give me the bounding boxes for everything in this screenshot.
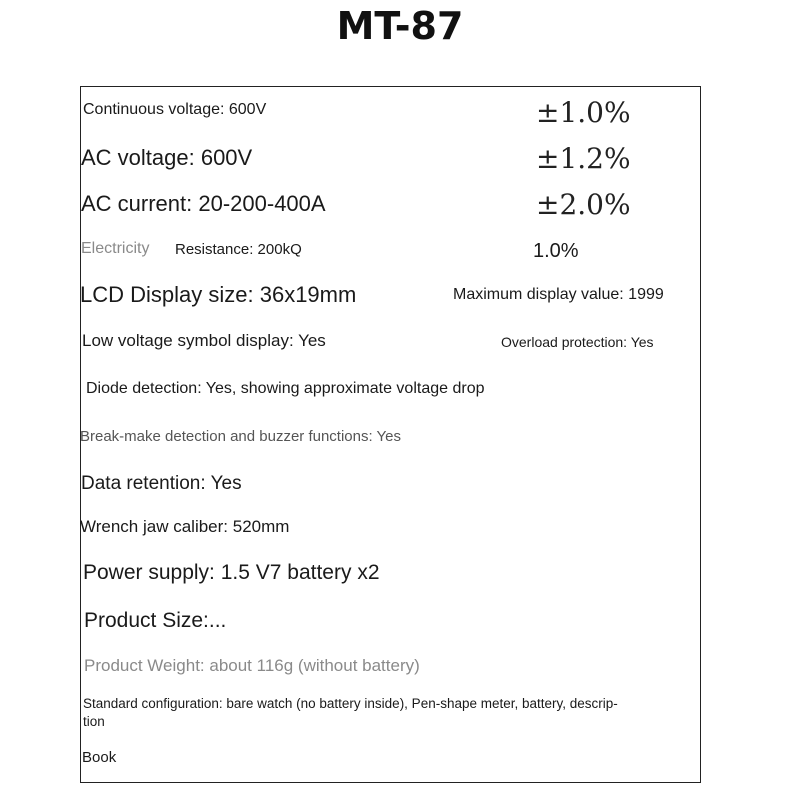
overload-spec: Overload protection: Yes: [501, 334, 654, 350]
ac-current-spec: AC current: 20-200-400A: [81, 191, 326, 216]
lcd-size-spec: LCD Display size: 36x19mm: [80, 282, 357, 307]
max-display-spec: Maximum display value: 1999: [453, 286, 664, 303]
ac-voltage-accuracy: ±1.2%: [536, 142, 631, 175]
standard-config-line-1: Standard configuration: bare watch (no battery inside), Pen-shape meter, battery, descrip-: [83, 696, 618, 711]
ac-current-accuracy: ±2.0%: [536, 188, 631, 221]
power-supply-spec: Power supply: 1.5 V7 battery x2: [83, 561, 380, 584]
continuity-spec: Break-make detection and buzzer functions: Yes: [80, 428, 402, 445]
ac-voltage-spec: AC voltage: 600V: [81, 145, 253, 170]
dc-voltage-accuracy: ±1.0%: [536, 96, 631, 129]
resistance-spec: Resistance: 200kQ: [175, 241, 302, 258]
diode-spec: Diode detection: Yes, showing approximate voltage drop: [86, 380, 485, 397]
standard-config-line-2: tion: [83, 714, 105, 729]
jaw-caliber-spec: Wrench jaw caliber: 520mm: [80, 517, 290, 536]
book-text: Book: [82, 749, 117, 766]
electricity-label: Electricity: [81, 240, 150, 257]
low-voltage-spec: Low voltage symbol display: Yes: [82, 331, 326, 350]
dc-voltage-spec: Continuous voltage: 600V: [83, 101, 267, 118]
product-weight-spec: Product Weight: about 116g (without battery): [84, 656, 420, 675]
product-size-spec: Product Size:...: [84, 609, 227, 632]
data-hold-spec: Data retention: Yes: [81, 473, 242, 494]
page-title: MT-87: [336, 4, 464, 48]
resistance-accuracy: 1.0%: [533, 240, 579, 262]
